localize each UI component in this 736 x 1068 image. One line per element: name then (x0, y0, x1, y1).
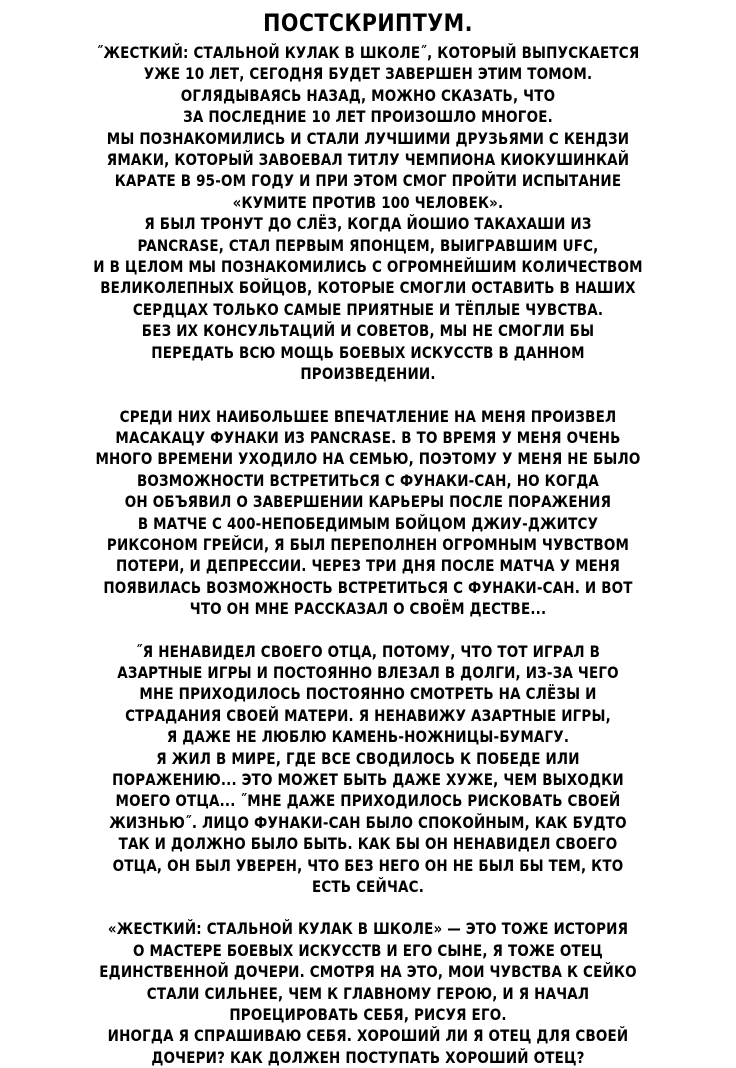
text-line: Я БЫЛ ТРОНУТ ДО СЛЁЗ, КОГДА ЙОШИО ТАКАХАШИ ИЗ (144, 214, 592, 234)
text-line: «КУМИТЕ ПРОТИВ 100 ЧЕЛОВЕК». (232, 192, 504, 212)
text-line: ВОЗМОЖНОСТИ ВСТРЕТИТЬСЯ С ФУНАКИ-САН, НО КОГДА (136, 470, 600, 490)
text-line: ПРОИЗВЕДЕНИИ. (300, 364, 436, 384)
text-line: ЧТО ОН МНЕ РАССКАЗАЛ О СВОЁМ ДЕСТВЕ... (189, 599, 547, 619)
paragraph-4 (10, 918, 726, 1068)
text-line: ЕСТЬ СЕЙЧАС. (311, 877, 425, 897)
text-line: УЖЕ 10 ЛЕТ, СЕГОДНЯ БУДЕТ ЗАВЕРШЕН ЭТИМ ТОМОМ. (143, 64, 593, 84)
text-line: МНЕ ПРИХОДИЛОСЬ ПОСТОЯННО СМОТРЕТЬ НА СЛЁЗЫ И (139, 684, 597, 704)
page-title: ПОСТСКРИПТУМ. (263, 9, 473, 37)
text-line: СТАЛИ СИЛЬНЕЕ, ЧЕМ К ГЛАВНОМУ ГЕРОЮ, И Я НАЧАЛ (146, 983, 590, 1003)
text-line: И В ЦЕЛОМ МЫ ПОЗНАКОМИЛИСЬ С ОГРОМНЕЙШИМ КОЛИЧЕСТВОМ (93, 257, 643, 277)
text-line: СЕРДЦАХ ТОЛЬКО САМЫЕ ПРИЯТНЫЕ И ТЁПЛЫЕ ЧУВСТВА. (132, 299, 604, 319)
paragraph-3 (10, 641, 726, 898)
text-line: ПЕРЕДАТЬ ВСЮ МОЩЬ БОЕВЫХ ИСКУССТВ В ДАННОМ (151, 342, 585, 362)
text-line: СРЕДИ НИХ НАИБОЛЬШЕЕ ВПЕЧАТЛЕНИЕ НА МЕНЯ ПРОИЗВЕЛ (119, 406, 617, 426)
text-line: МОЕГО ОТЦА... ˝МНЕ ДАЖЕ ПРИХОДИЛОСЬ РИСКОВАТЬ СВОЕЙ (115, 791, 621, 811)
text-line: В МАТЧЕ С 400-НЕПОБЕДИМЫМ БОЙЦОМ ДЖИУ-ДЖИТСУ (137, 513, 599, 533)
text-body (10, 42, 726, 1068)
text-line: ПРОЕЦИРОВАТЬ СЕБЯ, РИСУЯ ЕГО. (229, 1005, 507, 1025)
paragraph-2 (10, 406, 726, 620)
paragraph-1 (10, 42, 726, 385)
text-line: ПОЯВИЛАСЬ ВОЗМОЖНОСТЬ ВСТРЕТИТЬСЯ С ФУНАКИ-САН. И ВОТ (103, 577, 633, 597)
text-line: ОТЦА, ОН БЫЛ УВЕРЕН, ЧТО БЕЗ НЕГО ОН НЕ БЫЛ БЫ ТЕМ, КТО (112, 855, 624, 875)
text-line: «ЖЕСТКИЙ: СТАЛЬНОЙ КУЛАК В ШКОЛЕ» — ЭТО ТОЖЕ ИСТОРИЯ (107, 919, 629, 939)
text-line: ˝ЖЕСТКИЙ: СТАЛЬНОЙ КУЛАК В ШКОЛЕ˝, КОТОРЫЙ ВЫПУСКАЕТСЯ (96, 43, 640, 62)
text-line: ОГЛЯДЫВАЯСЬ НАЗАД, МОЖНО СКАЗАТЬ, ЧТО (180, 85, 556, 105)
text-line: МАСАКАЦУ ФУНАКИ ИЗ PANCRASE. В ТО ВРЕМЯ У МЕНЯ ОЧЕНЬ (115, 427, 621, 447)
text-line: ЯМАКИ, КОТОРЫЙ ЗАВОЕВАЛ ТИТЛУ ЧЕМПИОНА КИОКУШИНКАЙ (106, 150, 630, 170)
text-line: ИНОГДА Я СПРАШИВАЮ СЕБЯ. ХОРОШИЙ ЛИ Я ОТЕЦ ДЛЯ СВОЕЙ (107, 1026, 629, 1046)
text-line: Я ЖИЛ В МИРЕ, ГДЕ ВСЕ СВОДИЛОСЬ К ПОБЕДЕ ИЛИ (156, 748, 580, 768)
text-line: МНОГО ВРЕМЕНИ УХОДИЛО НА СЕМЬЮ, ПОЭТОМУ У МЕНЯ НЕ БЫЛО (95, 449, 641, 469)
text-line: ЖИЗНЬЮ˝. ЛИЦО ФУНАКИ-САН БЫЛО СПОКОЙНЫМ, КАК БУДТО (109, 812, 627, 832)
text-line: КАРАТЕ В 95-ОМ ГОДУ И ПРИ ЭТОМ СМОГ ПРОЙТИ ИСПЫТАНИЕ (114, 171, 622, 191)
text-line: ДОЧЕРИ? КАК ДОЛЖЕН ПОСТУПАТЬ ХОРОШИЙ ОТЕЦ? (151, 1047, 585, 1067)
text-line: ЗА ПОСЛЕДНИЕ 10 ЛЕТ ПРОИЗОШЛО МНОГОЕ. (183, 107, 553, 127)
text-line: РИКСОНОМ ГРЕЙСИ, Я БЫЛ ПЕРЕПОЛНЕН ОГРОМНЫМ ЧУВСТВОМ (106, 534, 630, 554)
text-line: МЫ ПОЗНАКОМИЛИСЬ И СТАЛИ ЛУЧШИМИ ДРУЗЬЯМИ С КЕНДЗИ (106, 128, 630, 148)
text-line: PANCRASE, СТАЛ ПЕРВЫМ ЯПОНЦЕМ, ВЫИГРАВШИМ UFC, (137, 235, 599, 255)
text-line: БЕЗ ИХ КОНСУЛЬТАЦИЙ И СОВЕТОВ, МЫ НЕ СМОГЛИ БЫ (141, 321, 595, 341)
text-line: ˝Я НЕНАВИДЕЛ СВОЕГО ОТЦА, ПОТОМУ, ЧТО ТОТ ИГРАЛ В (135, 641, 601, 661)
text-line: О МАСТЕРЕ БОЕВЫХ ИСКУССТВ И ЕГО СЫНЕ, Я ТОЖЕ ОТЕЦ (133, 940, 603, 960)
text-line: Я ДАЖЕ НЕ ЛЮБЛЮ КАМЕНЬ-НОЖНИЦЫ-БУМАГУ. (166, 727, 570, 747)
text-line: ПОТЕРИ, И ДЕПРЕССИИ. ЧЕРЕЗ ТРИ ДНЯ ПОСЛЕ МАТЧА У МЕНЯ (116, 556, 620, 576)
text-line: ТАК И ДОЛЖНО БЫЛО БЫТЬ. КАК БЫ ОН НЕНАВИДЕЛ СВОЕГО (118, 834, 618, 854)
text-line: АЗАРТНЫЕ ИГРЫ И ПОСТОЯННО ВЛЕЗАЛ В ДОЛГИ, ИЗ-ЗА ЧЕГО (117, 662, 619, 682)
text-line: ЕДИНСТВЕННОЙ ДОЧЕРИ. СМОТРЯ НА ЭТО, МОИ ЧУВСТВА К СЕЙКО (99, 962, 637, 982)
text-line: ОН ОБЪЯВИЛ О ЗАВЕРШЕНИИ КАРЬЕРЫ ПОСЛЕ ПОРАЖЕНИЯ (124, 492, 612, 512)
text-line: СТРАДАНИЯ СВОЕЙ МАТЕРИ. Я НЕНАВИЖУ АЗАРТНЫЕ ИГРЫ, (125, 705, 611, 725)
text-line: ПОРАЖЕНИЮ... ЭТО МОЖЕТ БЫТЬ ДАЖЕ ХУЖЕ, ЧЕМ ВЫХОДКИ (112, 770, 624, 789)
text-line: ВЕЛИКОЛЕПНЫХ БОЙЦОВ, КОТОРЫЕ СМОГЛИ ОСТАВИТЬ В НАШИХ (100, 278, 636, 298)
